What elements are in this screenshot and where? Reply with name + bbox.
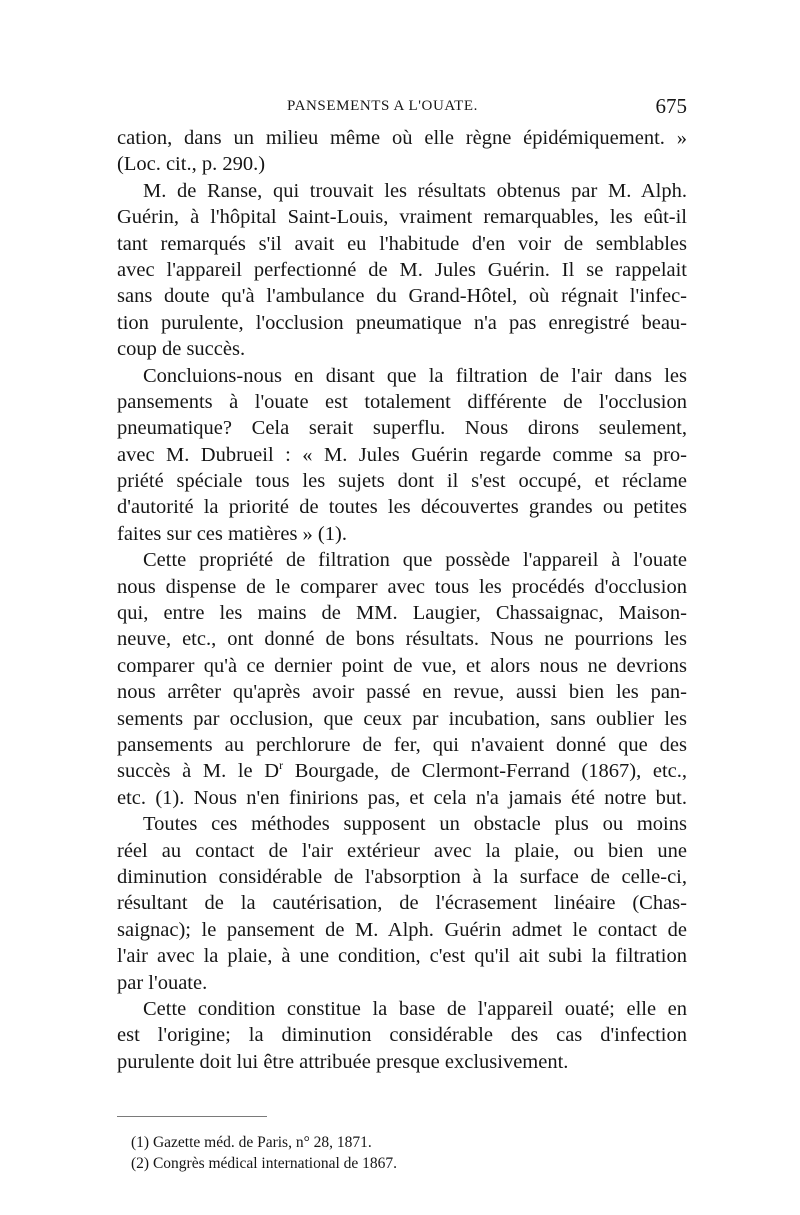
text-line: saignac); le pansement de M. Alph. Guérin admet le contact de bbox=[117, 918, 687, 941]
text-line: Guérin, à l'hôpital Saint-Louis, vraiment remarquables, les eût-il bbox=[117, 206, 687, 229]
paragraph-start-line: Cette propriété de filtration que possède l'appareil à l'ouate bbox=[143, 549, 687, 572]
text-line: l'air avec la plaie, à une condition, c'est qu'il ait subi la filtration bbox=[117, 945, 687, 968]
text-line: pneumatique? Cela serait superflu. Nous dirons seulement, bbox=[117, 417, 687, 440]
running-title: PANSEMENTS A L'OUATE. bbox=[287, 98, 479, 114]
paragraph-start-line: M. de Ranse, qui trouvait les résultats obtenus par M. Alph. bbox=[143, 179, 687, 202]
text-line: tion purulente, l'occlusion pneumatique n'a pas enregistré beau- bbox=[117, 311, 687, 334]
text-line: d'autorité la priorité de toutes les découvertes grandes ou petites bbox=[117, 496, 687, 519]
paragraph-start-line: Toutes ces méthodes supposent un obstacle plus ou moins bbox=[143, 813, 687, 836]
text-line: par l'ouate. bbox=[117, 971, 208, 994]
text-line: faites sur ces matières » (1). bbox=[117, 522, 347, 545]
text-line: etc. (1). Nous n'en finirions pas, et cela n'a jamais été notre but. bbox=[117, 786, 687, 809]
text-line: est l'origine; la diminution considérable des cas d'infection bbox=[117, 1024, 687, 1047]
text-line: comparer qu'à ce dernier point de vue, et alors nous ne devrions bbox=[117, 654, 687, 677]
text-line: priété spéciale tous les sujets dont il s'est occupé, et réclame bbox=[117, 470, 687, 493]
superscript: r bbox=[279, 758, 284, 773]
text-line: résultant de la cautérisation, de l'écrasement linéaire (Chas- bbox=[117, 892, 687, 915]
footnotes bbox=[131, 1132, 687, 1174]
footnote: (1) Gazette méd. de Paris, n° 28, 1871. bbox=[131, 1134, 372, 1151]
running-head bbox=[117, 94, 687, 122]
footnote-divider bbox=[117, 1116, 267, 1117]
text-line: diminution considérable de l'absorption à la surface de celle-ci, bbox=[117, 865, 687, 888]
text-line: avec l'appareil perfectionné de M. Jules Guérin. Il se rappelait bbox=[117, 258, 687, 281]
text-line: réel au contact de l'air extérieur avec la plaie, ou bien une bbox=[117, 839, 687, 862]
line-rest: Bourgade, de Clermont-Ferrand (1867), etc., bbox=[283, 760, 687, 783]
body-text bbox=[117, 125, 687, 1075]
text-line: purulente doit lui être attribuée presque exclusivement. bbox=[117, 1050, 569, 1073]
text-line: nous arrêter qu'après avoir passé en revue, aussi bien les pan- bbox=[117, 681, 687, 704]
text-line: tant remarqués s'il avait eu l'habitude d'en voir de semblables bbox=[117, 232, 687, 255]
text-line: nous dispense de le comparer avec tous les procédés d'occlusion bbox=[117, 575, 687, 598]
text-line-with-superscript bbox=[117, 758, 687, 784]
text-line: sans doute qu'à l'ambulance du Grand-Hôtel, où régnait l'infec- bbox=[117, 285, 687, 308]
text-line: coup de succès. bbox=[117, 338, 246, 361]
text-line: (Loc. cit., p. 290.) bbox=[117, 153, 266, 176]
text-line: sements par occlusion, que ceux par incubation, sans oublier les bbox=[117, 707, 687, 730]
page-number: 675 bbox=[655, 94, 687, 118]
text-line: qui, entre les mains de MM. Laugier, Chassaignac, Maison- bbox=[117, 602, 687, 625]
text-line: neuve, etc., ont donné de bons résultats. Nous ne pourrions les bbox=[117, 628, 687, 651]
footnote: (2) Congrès médical international de 1867. bbox=[131, 1155, 398, 1172]
text-line: pansements à l'ouate est totalement différente de l'occlusion bbox=[117, 390, 687, 413]
paragraph-start-line: Concluions-nous en disant que la filtration de l'air dans les bbox=[143, 364, 687, 387]
text-line: cation, dans un milieu même où elle règne épidémiquement. » bbox=[117, 127, 687, 149]
book-page bbox=[117, 0, 687, 1215]
text-line: avec M. Dubrueil : « M. Jules Guérin regarde comme sa pro- bbox=[117, 443, 687, 466]
text-line: pansements au perchlorure de fer, qui n'avaient donné que des bbox=[117, 733, 687, 756]
line-start: succès à M. le D bbox=[117, 760, 280, 783]
paragraph-start-line: Cette condition constitue la base de l'appareil ouaté; elle en bbox=[143, 997, 687, 1020]
